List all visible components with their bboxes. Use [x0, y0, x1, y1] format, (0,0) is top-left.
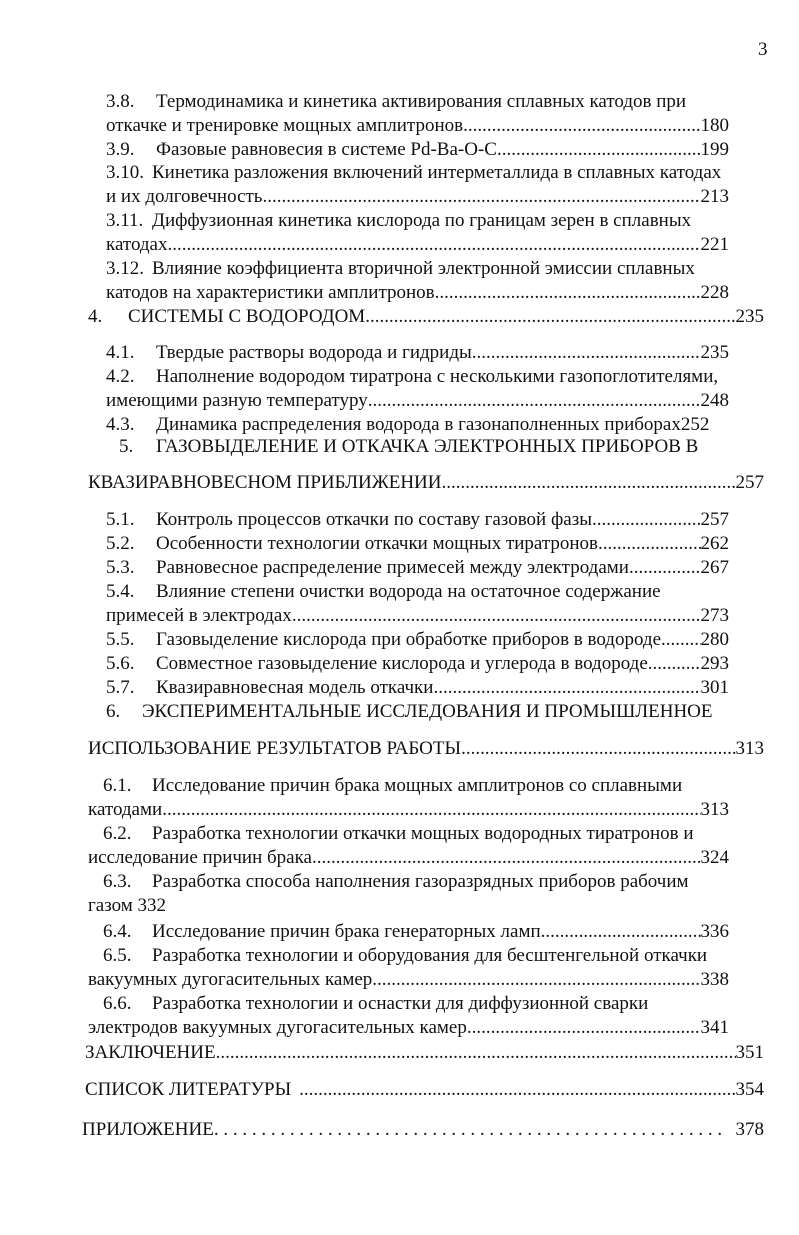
- toc-leader-dots: [541, 920, 701, 944]
- toc-entry-title-cont: катодов на характеристики амплитронов: [106, 282, 435, 303]
- toc-entry-3-11-line1[interactable]: [106, 209, 691, 233]
- toc-page-number: 199: [700, 139, 729, 160]
- toc-page-number: 228: [700, 282, 729, 303]
- toc-entry-title: Совместное газовыделение кислорода и углерода в водороде: [156, 653, 648, 674]
- toc-entry-number: 6.4.: [103, 921, 132, 942]
- toc-page-number: 378: [735, 1119, 764, 1140]
- toc-leader-dots: [214, 1118, 722, 1142]
- toc-section-title: ПРИЛОЖЕНИЕ: [82, 1119, 214, 1140]
- toc-entry-3-12-line1[interactable]: [106, 257, 695, 281]
- toc-entry-number: 5.4.: [106, 581, 135, 602]
- toc-entry-5-6[interactable]: [106, 652, 729, 676]
- toc-conclusion[interactable]: [85, 1041, 764, 1065]
- toc-entry-6-5-line1[interactable]: [103, 944, 707, 968]
- toc-entry-6-3-line1[interactable]: [103, 870, 689, 894]
- toc-chapter-6-line1[interactable]: [106, 700, 713, 724]
- toc-leader-dots: [168, 233, 701, 257]
- toc-entry-5-5[interactable]: [106, 628, 729, 652]
- toc-entry-number: 5.2.: [106, 533, 135, 554]
- toc-leader-dots: [262, 185, 700, 209]
- toc-page-number: 354: [735, 1079, 764, 1100]
- toc-chapter-number: 6.: [106, 701, 121, 722]
- toc-leader-dots: [372, 968, 700, 992]
- toc-entry-title: Газовыделение кислорода при обработке приборов в водороде: [156, 629, 662, 650]
- toc-references[interactable]: [85, 1078, 764, 1102]
- toc-entry-title-cont: газом 332: [88, 895, 167, 916]
- toc-entry-title: Влияние степени очистки водорода на остаточное содержание: [156, 581, 661, 602]
- toc-leader-dots: [592, 508, 701, 532]
- toc-page-number: 336: [700, 921, 729, 942]
- toc-entry-number: 3.8.: [106, 91, 135, 112]
- toc-entry-title: Термодинамика и кинетика активирования сплавных катодов при: [156, 91, 687, 112]
- toc-leader-dots: [435, 281, 701, 305]
- toc-page-number: 235: [735, 306, 764, 327]
- toc-entry-number: 6.6.: [103, 993, 132, 1014]
- toc-entry-number: 4.1.: [106, 342, 135, 363]
- toc-page-number: 257: [700, 509, 729, 530]
- toc-entry-title: Разработка технологии и оснастки для диффузионной сварки: [152, 993, 649, 1014]
- toc-chapter-5-line1[interactable]: [119, 435, 698, 459]
- toc-entry-title-cont: примесей в электродах: [106, 605, 292, 626]
- toc-leader-dots: [442, 471, 736, 495]
- toc-entry-number: 5.7.: [106, 677, 135, 698]
- toc-entry-5-1[interactable]: [106, 508, 729, 532]
- toc-entry-6-5-line2[interactable]: [88, 968, 729, 992]
- toc-leader-dots: [292, 604, 701, 628]
- toc-entry-title: Фазовые равновесия в системе Pd-Ba-O-C: [156, 139, 497, 160]
- toc-section-title: ЗАКЛЮЧЕНИЕ: [85, 1042, 216, 1063]
- toc-page-number: 293: [700, 653, 729, 674]
- toc-entry-title-cont: откачке и тренировке мощных амплитронов: [106, 115, 464, 136]
- toc-leader-dots: [629, 556, 701, 580]
- toc-entry-title-cont: электродов вакуумных дугогасительных камер: [88, 1017, 467, 1038]
- toc-chapter-title: ГАЗОВЫДЕЛЕНИЕ И ОТКАЧКА ЭЛЕКТРОННЫХ ПРИБОРОВ В: [156, 436, 699, 457]
- toc-page-number: 257: [735, 472, 764, 493]
- toc-chapter-5-line2[interactable]: [88, 471, 764, 495]
- toc-entry-title-cont: катодах: [106, 234, 168, 255]
- toc-leader-dots: [472, 341, 701, 365]
- toc-entry-6-4[interactable]: [103, 920, 729, 944]
- page-number: 3: [758, 39, 768, 60]
- toc-leader-dots: [461, 737, 735, 761]
- toc-entry-5-4-line1[interactable]: [106, 580, 661, 604]
- toc-entry-number: 3.12.: [106, 258, 144, 279]
- toc-leader-dots: [162, 798, 700, 822]
- toc-leader-dots: [299, 1078, 735, 1102]
- toc-entry-title-cont: имеющими разную температуру: [106, 390, 368, 411]
- toc-entry-title: Равновесное распределение примесей между электродами: [156, 557, 629, 578]
- toc-leader-dots: [433, 676, 700, 700]
- toc-entry-3-10-line2[interactable]: [106, 185, 729, 209]
- toc-entry-5-2[interactable]: [106, 532, 729, 556]
- toc-section-title: СПИСОК ЛИТЕРАТУРЫ: [85, 1079, 292, 1100]
- toc-leader-dots: [216, 1041, 736, 1065]
- toc-page-number: 324: [700, 847, 729, 868]
- toc-page-number: 280: [700, 629, 729, 650]
- toc-entry-number: 5.6.: [106, 653, 135, 674]
- toc-entry-5-4-line2[interactable]: [106, 604, 729, 628]
- toc-entry-title: Квазиравновесная модель откачки: [156, 677, 434, 698]
- toc-page-number: 248: [700, 390, 729, 411]
- toc-page-number: 313: [700, 799, 729, 820]
- toc-entry-3-8-line1[interactable]: [106, 90, 686, 114]
- toc-entry-4-2-line1[interactable]: [106, 365, 718, 389]
- toc-leader-dots: [365, 305, 735, 329]
- toc-appendix[interactable]: [82, 1118, 764, 1142]
- toc-chapter-number: 4.: [88, 306, 103, 327]
- toc-entry-number: 5.1.: [106, 509, 135, 530]
- toc-entry-6-1-line1[interactable]: [103, 774, 682, 798]
- toc-entry-title: Контроль процессов откачки по составу газовой фазы: [156, 509, 592, 530]
- toc-page-number: 341: [700, 1017, 729, 1038]
- toc-entry-title-cont: исследование причин брака: [88, 847, 312, 868]
- toc-leader-dots: [497, 138, 701, 162]
- toc-page-number: 313: [735, 738, 764, 759]
- toc-page-number: 221: [700, 234, 729, 255]
- toc-entry-4-2-line2[interactable]: [106, 389, 729, 413]
- toc-entry-4-1[interactable]: [106, 341, 729, 365]
- toc-entry-number: 6.5.: [103, 945, 132, 966]
- toc-entry-title-cont: вакуумных дугогасительных камер: [88, 969, 373, 990]
- toc-entry-title: Диффузионная кинетика кислорода по границам зерен в сплавных: [152, 210, 692, 231]
- toc-leader-dots: [661, 628, 700, 652]
- toc-entry-title: Разработка технологии откачки мощных водородных тиратронов и: [152, 823, 694, 844]
- toc-entry-6-2-line2[interactable]: [88, 846, 729, 870]
- toc-entry-number: 4.2.: [106, 366, 135, 387]
- toc-page-number: 267: [700, 557, 729, 578]
- toc-entry-number: 3.10.: [106, 162, 144, 183]
- toc-page-number: 301: [700, 677, 729, 698]
- toc-entry-number: 6.3.: [103, 871, 132, 892]
- toc-chapter-number: 5.: [119, 436, 134, 457]
- toc-entry-title: Твердые растворы водорода и гидриды: [156, 342, 472, 363]
- toc-entry-title: Разработка способа наполнения газоразрядных приборов рабочим: [152, 871, 689, 892]
- toc-entry-3-9[interactable]: [106, 138, 729, 162]
- toc-entry-4-3[interactable]: [106, 413, 709, 437]
- toc-leader-dots: [463, 114, 700, 138]
- toc-entry-title: Исследование причин брака мощных амплитронов со сплавными: [152, 775, 683, 796]
- toc-entry-3-8-line2[interactable]: [106, 114, 729, 138]
- toc-entry-title: Исследование причин брака генераторных ламп: [152, 921, 541, 942]
- toc-chapter-4[interactable]: [88, 305, 764, 329]
- toc-page-number: 351: [735, 1042, 764, 1063]
- toc-page-number: 235: [700, 342, 729, 363]
- toc-leader-dots: [598, 532, 700, 556]
- toc-entry-number: 6.2.: [103, 823, 132, 844]
- toc-entry-title: Динамика распределения водорода в газонаполненных приборах252: [156, 414, 710, 435]
- toc-entry-title-cont: катодами: [88, 799, 163, 820]
- toc-entry-6-3-line2[interactable]: [88, 894, 166, 918]
- toc-entry-6-6-line1[interactable]: [103, 992, 648, 1016]
- toc-entry-5-7[interactable]: [106, 676, 729, 700]
- toc-chapter-title: ЭКСПЕРИМЕНТАЛЬНЫЕ ИССЛЕДОВАНИЯ И ПРОМЫШЛЕННОЕ: [142, 701, 713, 722]
- toc-leader-dots: [467, 1016, 701, 1040]
- toc-chapter-title-cont: КВАЗИРАВНОВЕСНОМ ПРИБЛИЖЕНИИ: [88, 472, 442, 493]
- toc-page-number: 213: [700, 186, 729, 207]
- toc-entry-title: Влияние коэффициента вторичной электронной эмиссии сплавных: [152, 258, 695, 279]
- toc-entry-title: Особенности технологии откачки мощных тиратронов: [156, 533, 599, 554]
- toc-page-number: 180: [700, 115, 729, 136]
- toc-entry-number: 3.11.: [106, 210, 144, 231]
- toc-chapter-6-line2[interactable]: [88, 737, 764, 761]
- toc-entry-6-6-line2[interactable]: [88, 1016, 729, 1040]
- toc-leader-dots: [312, 846, 701, 870]
- toc-entry-title: Кинетика разложения включений интерметаллида в сплавных катодах: [152, 162, 722, 183]
- toc-entry-3-10-line1[interactable]: [106, 161, 721, 185]
- toc-entry-number: 5.5.: [106, 629, 135, 650]
- toc-entry-3-11-line2[interactable]: [106, 233, 729, 257]
- toc-page-number: 338: [700, 969, 729, 990]
- toc-entry-6-1-line2[interactable]: [88, 798, 729, 822]
- toc-entry-number: 3.9.: [106, 139, 135, 160]
- toc-entry-5-3[interactable]: [106, 556, 729, 580]
- toc-page-number: 273: [700, 605, 729, 626]
- toc-entry-number: 6.1.: [103, 775, 132, 796]
- toc-leader-dots: [368, 389, 701, 413]
- toc-entry-6-2-line1[interactable]: [103, 822, 694, 846]
- toc-chapter-title: СИСТЕМЫ С ВОДОРОДОМ: [128, 306, 366, 327]
- toc-entry-number: 5.3.: [106, 557, 135, 578]
- toc-chapter-title-cont: ИСПОЛЬЗОВАНИЕ РЕЗУЛЬТАТОВ РАБОТЫ: [88, 738, 462, 759]
- toc-entry-3-12-line2[interactable]: [106, 281, 729, 305]
- toc-entry-title: Разработка технологии и оборудования для бесштенгельной откачки: [152, 945, 708, 966]
- toc-entry-title: Наполнение водородом тиратрона с несколькими газопоглотителями,: [156, 366, 719, 387]
- toc-page-number: 262: [700, 533, 729, 554]
- toc-entry-number: 4.3.: [106, 414, 135, 435]
- toc-leader-dots: [648, 652, 701, 676]
- toc-entry-title-cont: и их долговечность: [106, 186, 263, 207]
